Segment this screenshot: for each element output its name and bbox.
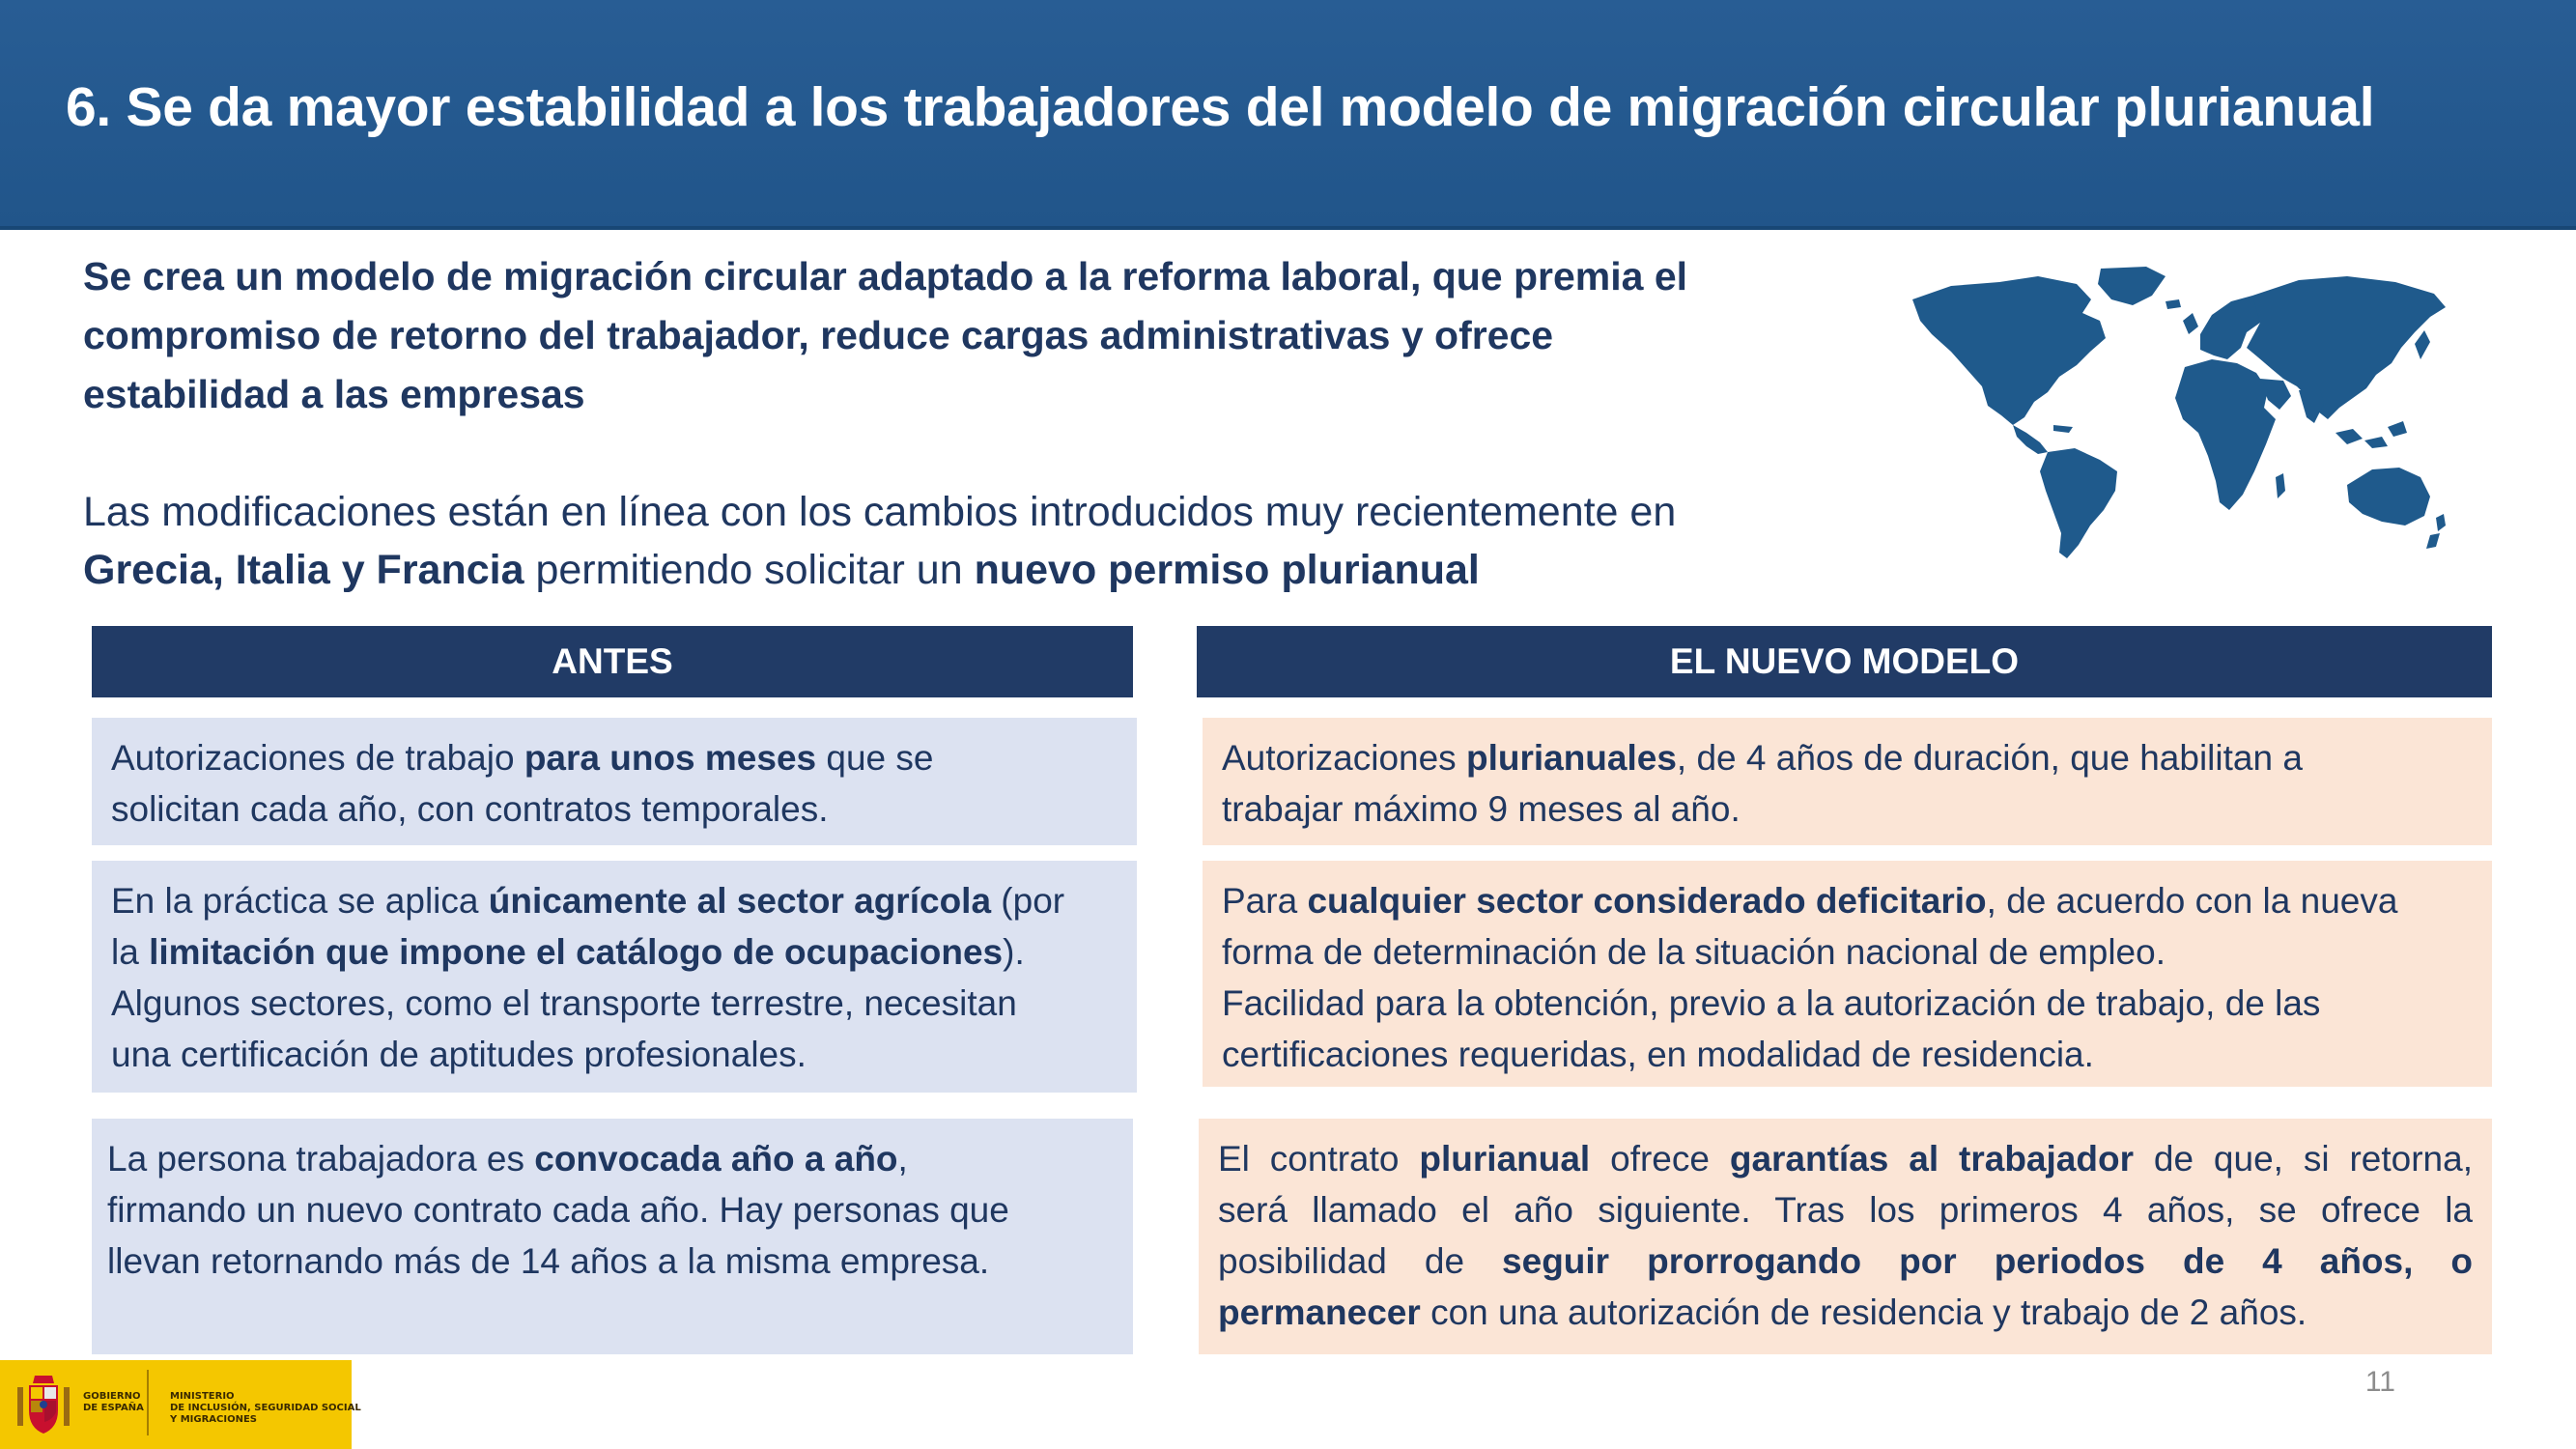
intro-line: compromiso de retorno del trabajador, reduce cargas administrativas y ofrece: [83, 313, 1554, 357]
government-text: [83, 1391, 144, 1414]
note-line: [83, 541, 1860, 599]
ministry-line: DE INCLUSIÓN, SEGURIDAD SOCIAL: [170, 1403, 361, 1413]
card-line: [111, 926, 1118, 978]
intro-summary: [83, 247, 1822, 424]
card-bold-text: cualquier sector considerado deficitario: [1307, 881, 1987, 921]
card-text: ).: [1003, 932, 1025, 972]
card-bold-text: plurianuales: [1465, 738, 1677, 778]
nuevo-card-contract: [1199, 1119, 2492, 1354]
card-text: En la práctica se aplica: [111, 881, 489, 921]
card-bold-text: seguir prorrogando por periodos de 4 años, o: [1502, 1241, 2474, 1281]
context-note: [83, 483, 1860, 599]
card-line: [1218, 1287, 2473, 1338]
card-text: , de 4 años de duración, que habilitan a: [1676, 738, 2303, 778]
card-text: (por: [991, 881, 1065, 921]
card-bold-text: limitación que impone el catálogo de ocupaciones: [149, 932, 1004, 972]
note-line: Las modificaciones están en línea con los cambios introducidos muy recientemente en: [83, 489, 1677, 535]
ministry-line: Y MIGRACIONES: [170, 1414, 258, 1425]
logo-divider: [147, 1370, 149, 1435]
card-text: El contrato: [1218, 1139, 1420, 1179]
card-line: Facilidad para la obtención, previo a la autorización de trabajo, de las: [1222, 983, 2321, 1023]
card-bold-text: únicamente al sector agrícola: [488, 881, 992, 921]
card-line: firmando un nuevo contrato cada año. Hay personas que: [107, 1190, 1009, 1230]
intro-line: estabilidad a las empresas: [83, 372, 585, 416]
new-permit-text: nuevo permiso plurianual: [974, 547, 1480, 593]
nuevo-card-sector: [1203, 861, 2492, 1087]
ministry-line: MINISTERIO: [170, 1391, 235, 1402]
card-bold-text: convocada año a año: [534, 1139, 898, 1179]
card-line: llevan retornando más de 14 años a la misma empresa.: [107, 1241, 990, 1281]
card-line: [1222, 875, 2473, 926]
page-title: 6. Se da mayor estabilidad a los trabajadores del modelo de migración circular plurianual: [66, 76, 2375, 138]
government-line: GOBIERNO: [83, 1391, 141, 1402]
card-line: [1218, 1133, 2473, 1184]
government-line: DE ESPAÑA: [83, 1403, 144, 1413]
intro-line: Se crea un modelo de migración circular adaptado a la reforma laboral, que premia el: [83, 254, 1688, 298]
antes-heading: ANTES: [92, 626, 1133, 697]
card-text: que se: [816, 738, 934, 778]
card-line: [111, 732, 1118, 783]
card-line: Algunos sectores, como el transporte terrestre, necesitan: [111, 983, 1017, 1023]
world-map-icon: [1893, 263, 2453, 562]
card-line: [1222, 732, 2473, 783]
card-text: con una autorización de residencia y trabajo de 2 años.: [1420, 1293, 2307, 1332]
page-number: 11: [2364, 1366, 2395, 1398]
card-line: solicitan cada año, con contratos temporales.: [111, 789, 829, 829]
nuevo-card-duration: [1203, 718, 2492, 845]
card-line: una certificación de aptitudes profesionales.: [111, 1035, 807, 1074]
antes-card-sector: [92, 861, 1137, 1093]
note-text: permitiendo solicitar un: [524, 547, 975, 593]
card-text: la: [111, 932, 150, 972]
card-bold-text: para unos meses: [524, 738, 817, 778]
card-line: trabajar máximo 9 meses al año.: [1222, 789, 1741, 829]
card-line: [111, 875, 1118, 926]
card-line: será llamado el año siguiente. Tras los primeros 4 años, se ofrece la: [1218, 1190, 2473, 1230]
antes-card-contract: [92, 1119, 1133, 1354]
nuevo-modelo-heading: EL NUEVO MODELO: [1197, 626, 2492, 697]
card-text: Autorizaciones de trabajo: [111, 738, 524, 778]
card-text: , de acuerdo con la nueva: [1986, 881, 2398, 921]
card-line: [107, 1133, 1118, 1184]
card-bold-text: permanecer: [1218, 1293, 1421, 1332]
antes-card-duration: [92, 718, 1137, 845]
title-banner: [0, 0, 2576, 230]
government-logo: [0, 1360, 361, 1449]
ministry-text: [170, 1391, 361, 1426]
coat-of-arms-icon: [14, 1372, 73, 1437]
card-text: posibilidad de: [1218, 1241, 1503, 1281]
card-text: ofrece: [1590, 1139, 1730, 1179]
card-bold-text: garantías al trabajador: [1729, 1139, 2134, 1179]
card-text: La persona trabajadora es: [107, 1139, 535, 1179]
card-line: certificaciones requeridas, en modalidad de residencia.: [1222, 1035, 2094, 1074]
countries-text: Grecia, Italia y Francia: [83, 547, 524, 593]
card-text: de que, si retorna,: [2133, 1139, 2473, 1179]
card-bold-text: plurianual: [1419, 1139, 1591, 1179]
card-text: ,: [897, 1139, 908, 1179]
card-line: forma de determinación de la situación nacional de empleo.: [1222, 932, 2166, 972]
card-text: Autorizaciones: [1222, 738, 1466, 778]
card-line: [1218, 1236, 2473, 1287]
card-text: Para: [1222, 881, 1308, 921]
